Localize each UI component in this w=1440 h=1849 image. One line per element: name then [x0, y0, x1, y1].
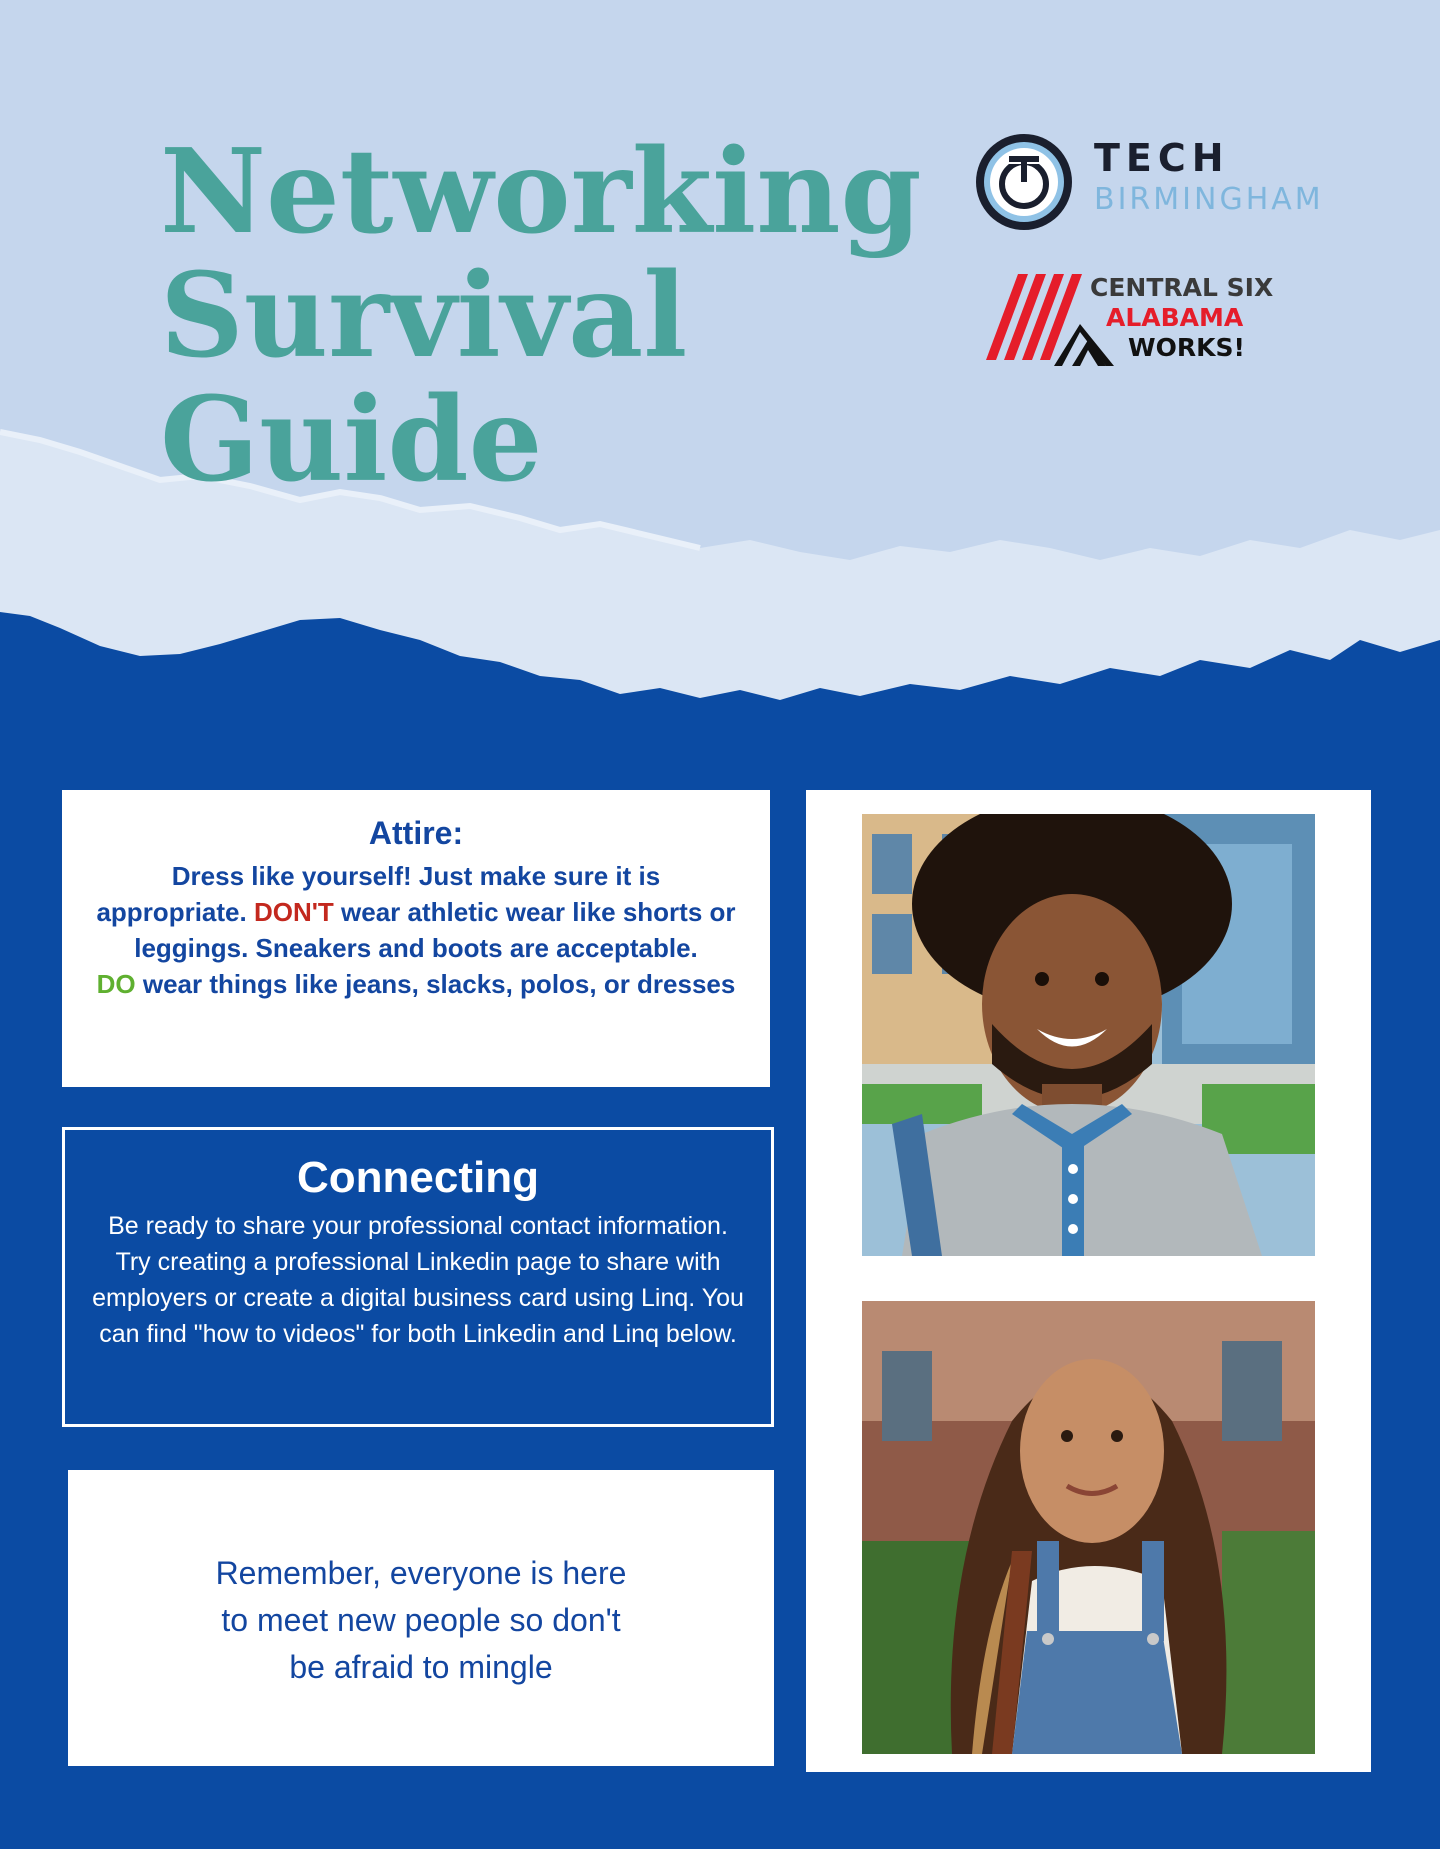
attire-text-3: wear things like jeans, slacks, polos, or dresses — [135, 969, 736, 999]
works-text: WORKS! — [1128, 333, 1245, 362]
attire-heading: Attire: — [368, 815, 464, 851]
remember-line-1: Remember, everyone is here — [215, 1555, 627, 1591]
connecting-card — [62, 1127, 774, 1427]
title-line-3: Guide — [160, 372, 543, 508]
attire-text-2: wear athletic wear like shorts or leggings. Sneakers and boots are acceptable. — [134, 897, 736, 963]
alabama-text: ALABAMA — [1106, 303, 1244, 332]
page-title — [160, 124, 922, 508]
do-label: DO — [96, 969, 136, 999]
remember-line-3: be afraid to mingle — [289, 1649, 553, 1685]
attire-card — [62, 790, 770, 1087]
photos-card — [806, 790, 1371, 1772]
dont-label: DON'T — [253, 897, 334, 927]
central-six-text: CENTRAL SIX — [1090, 273, 1274, 302]
birmingham-logo-word: BIRMINGHAM — [1094, 182, 1324, 217]
power-ring-icon — [972, 130, 1076, 234]
remember-card — [68, 1470, 774, 1766]
title-line-2: Survival — [160, 248, 688, 384]
tech-logo-word: TECH — [1094, 136, 1230, 180]
title-line-1: Networking — [160, 124, 922, 260]
attire-text-1: Dress like yourself! Just make sure it is appropriate. — [96, 861, 661, 927]
remember-text — [68, 1550, 774, 1691]
attire-text — [96, 858, 736, 1002]
tech-birmingham-logo — [972, 130, 1372, 230]
connecting-text: Be ready to share your professional contact information. Try creating a professional Linkedin page to share with employers or create a digital business card using Linq. You can find "how to videos" for both Linkedin and Linq below. — [92, 1212, 744, 1348]
central-six-alabama-works-logo — [984, 270, 1324, 370]
student-photo-2 — [862, 1301, 1315, 1754]
connecting-heading: Connecting — [297, 1153, 539, 1202]
student-photo-1 — [862, 814, 1315, 1256]
remember-line-2: to meet new people so don't — [221, 1602, 621, 1638]
